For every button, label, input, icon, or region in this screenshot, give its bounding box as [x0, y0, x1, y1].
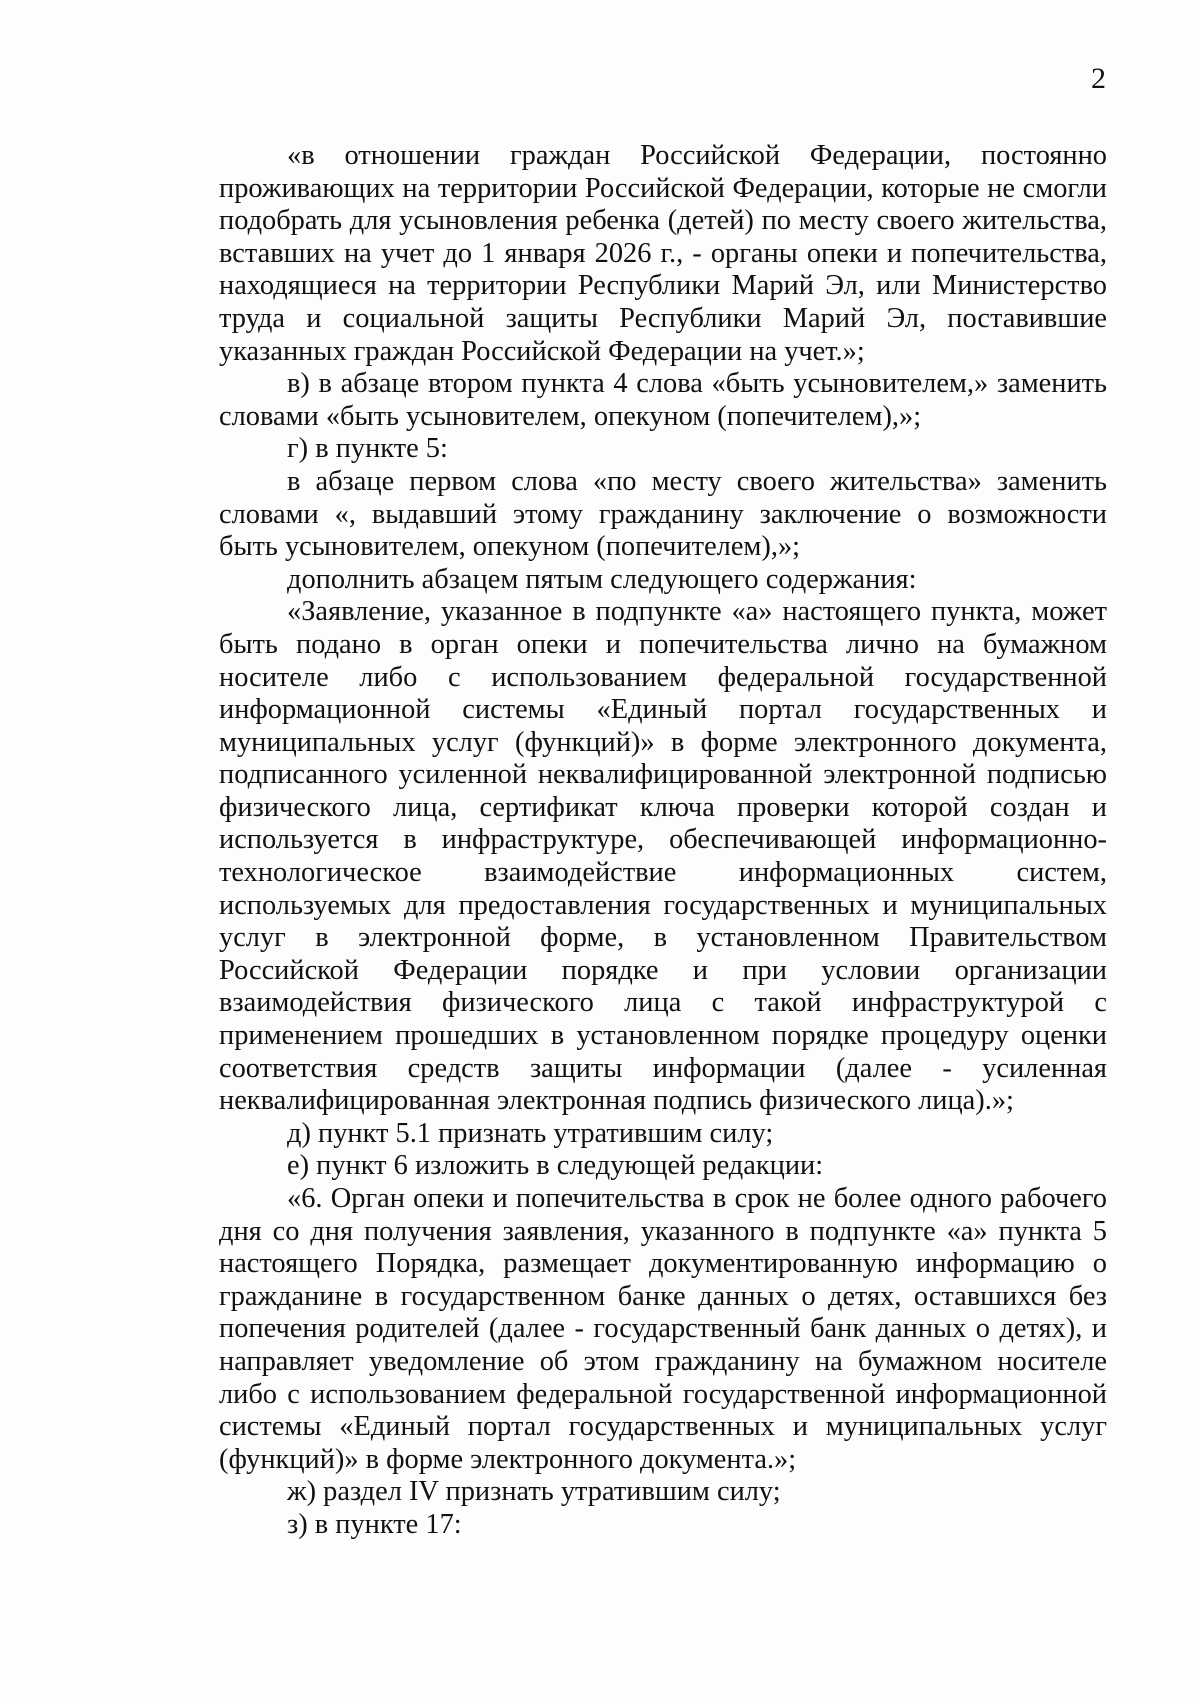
- paragraph-5: дополнить абзацем пятым следующего содержания:: [287, 563, 917, 595]
- document-body: [219, 140, 1107, 1542]
- page-number: 2: [1091, 62, 1106, 95]
- paragraph-3: г) в пункте 5:: [287, 433, 448, 465]
- paragraph-9: «6. Орган опеки и попечительства в срок не более одного рабочего дня со дня получения заявления, указанного в подпункте «а» пункта 5 настоящего Порядка, размещает документированную информацию о гражданине в государственном банке данных о детях, оставшихся без попечения родителей (далее - государственный банк данных о детях), и направляет уведомление об этом гражданину на бумажном носителе либо с использованием федеральной государственной информационной системы «Единый портал государственных и муниципальных услуг (функций)» в форме электронного документа.»;: [219, 1183, 1107, 1475]
- paragraph-7: д) пункт 5.1 признать утратившим силу;: [287, 1117, 774, 1149]
- paragraph-1: «в отношении граждан Российской Федерации, постоянно проживающих на территории Российской Федерации, которые не смогли подобрать для усыновления ребенка (детей) по месту своего жительства, вставших на учет до 1 января 2026 г., - органы опеки и попечительства, находящиеся на территории Республики Марий Эл, или Министерство труда и социальной защиты Республики Марий Эл, поставившие указанных граждан Российской Федерации на учет.»;: [219, 140, 1107, 367]
- paragraph-8: е) пункт 6 изложить в следующей редакции:: [287, 1150, 824, 1182]
- paragraph-6: «Заявление, указанное в подпункте «а» настоящего пункта, может быть подано в орган опеки и попечительства лично на бумажном носителе либо с использованием федеральной государственной информационной системы «Единый портал государственных и муниципальных услуг (функций)» в форме электронного документа, подписанного усиленной неквалифицированной электронной подписью физического лица, сертификат ключа проверки которой создан и используется в инфраструктуре, обеспечивающей информационно-технологическое взаимодействие информационных систем, используемых для предоставления государственных и муниципальных услуг в электронной форме, в установленном Правительством Российской Федерации порядке и при условии организации взаимодействия физического лица с такой инфраструктурой с применением прошедших в установленном порядке процедуру оценки соответствия средств защиты информации (далее - усиленная неквалифицированная электронная подпись физического лица).»;: [219, 596, 1107, 1117]
- paragraph-10: ж) раздел IV признать утратившим силу;: [287, 1476, 781, 1508]
- paragraph-11: з) в пункте 17:: [287, 1508, 462, 1540]
- paragraph-2: в) в абзаце втором пункта 4 слова «быть усыновителем,» заменить словами «быть усыновителем, опекуном (попечителем),»;: [219, 368, 1107, 432]
- paragraph-4: в абзаце первом слова «по месту своего жительства» заменить словами «, выдавший этому гражданину заключение о возможности быть усыновителем, опекуном (попечителем),»;: [219, 465, 1107, 563]
